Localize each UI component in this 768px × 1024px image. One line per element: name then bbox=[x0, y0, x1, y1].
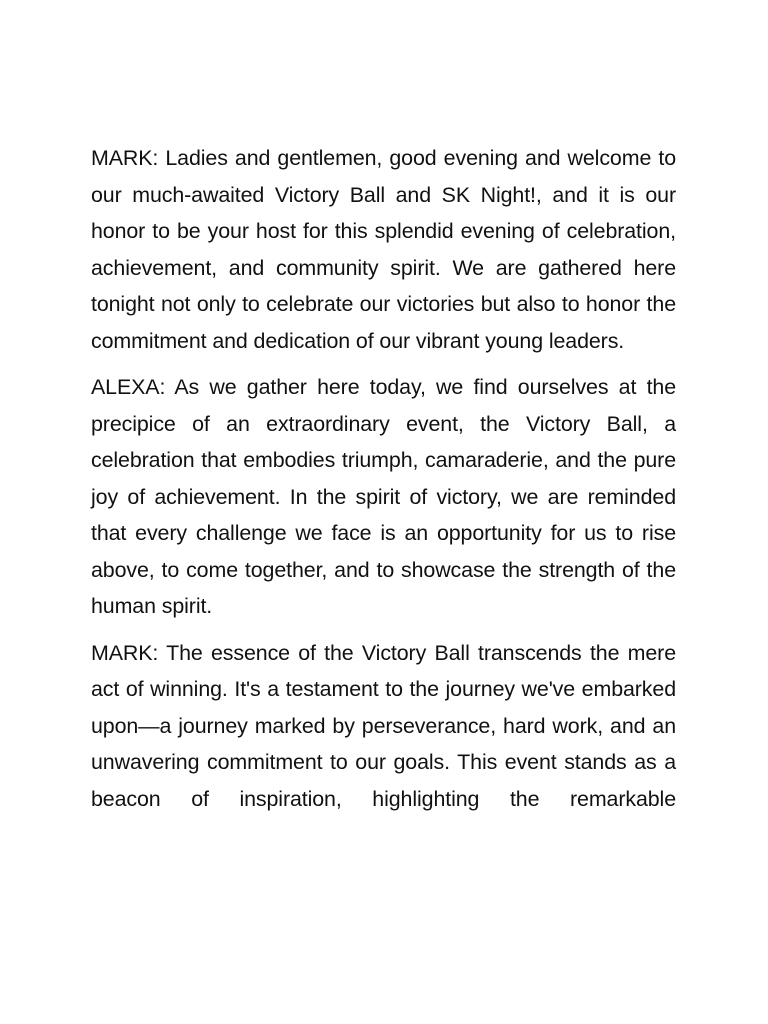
paragraph-mark-welcome: MARK: Ladies and gentlemen, good evening and welcome to our much-awaited Victory Ball and SK Night!, and it is our honor to be your host for this splendid evening of celebration, achievement, and community spirit. We are gathered here tonight not only to celebrate our victories but also to honor the commitment and dedication of our vibrant young leaders. bbox=[91, 146, 676, 353]
paragraph-alexa-gathering: ALEXA: As we gather here today, we find ourselves at the precipice of an extraordinary event, the Victory Ball, a celebration that embodies triumph, camaraderie, and the pure joy of achievement. In the spirit of victory, we are reminded that every challenge we face is an opportunity for us to rise above, to come together, and to showcase the strength of the human spirit. bbox=[91, 375, 676, 618]
paragraph-mark-essence: MARK: The essence of the Victory Ball transcends the mere act of winning. It's a testament to the journey we've embarked upon—a journey marked by perseverance, hard work, and an unwavering commitment to our goals. This event stands as a beacon of inspiration, highlighting the remarkable bbox=[91, 640, 676, 811]
document-page bbox=[91, 140, 676, 827]
